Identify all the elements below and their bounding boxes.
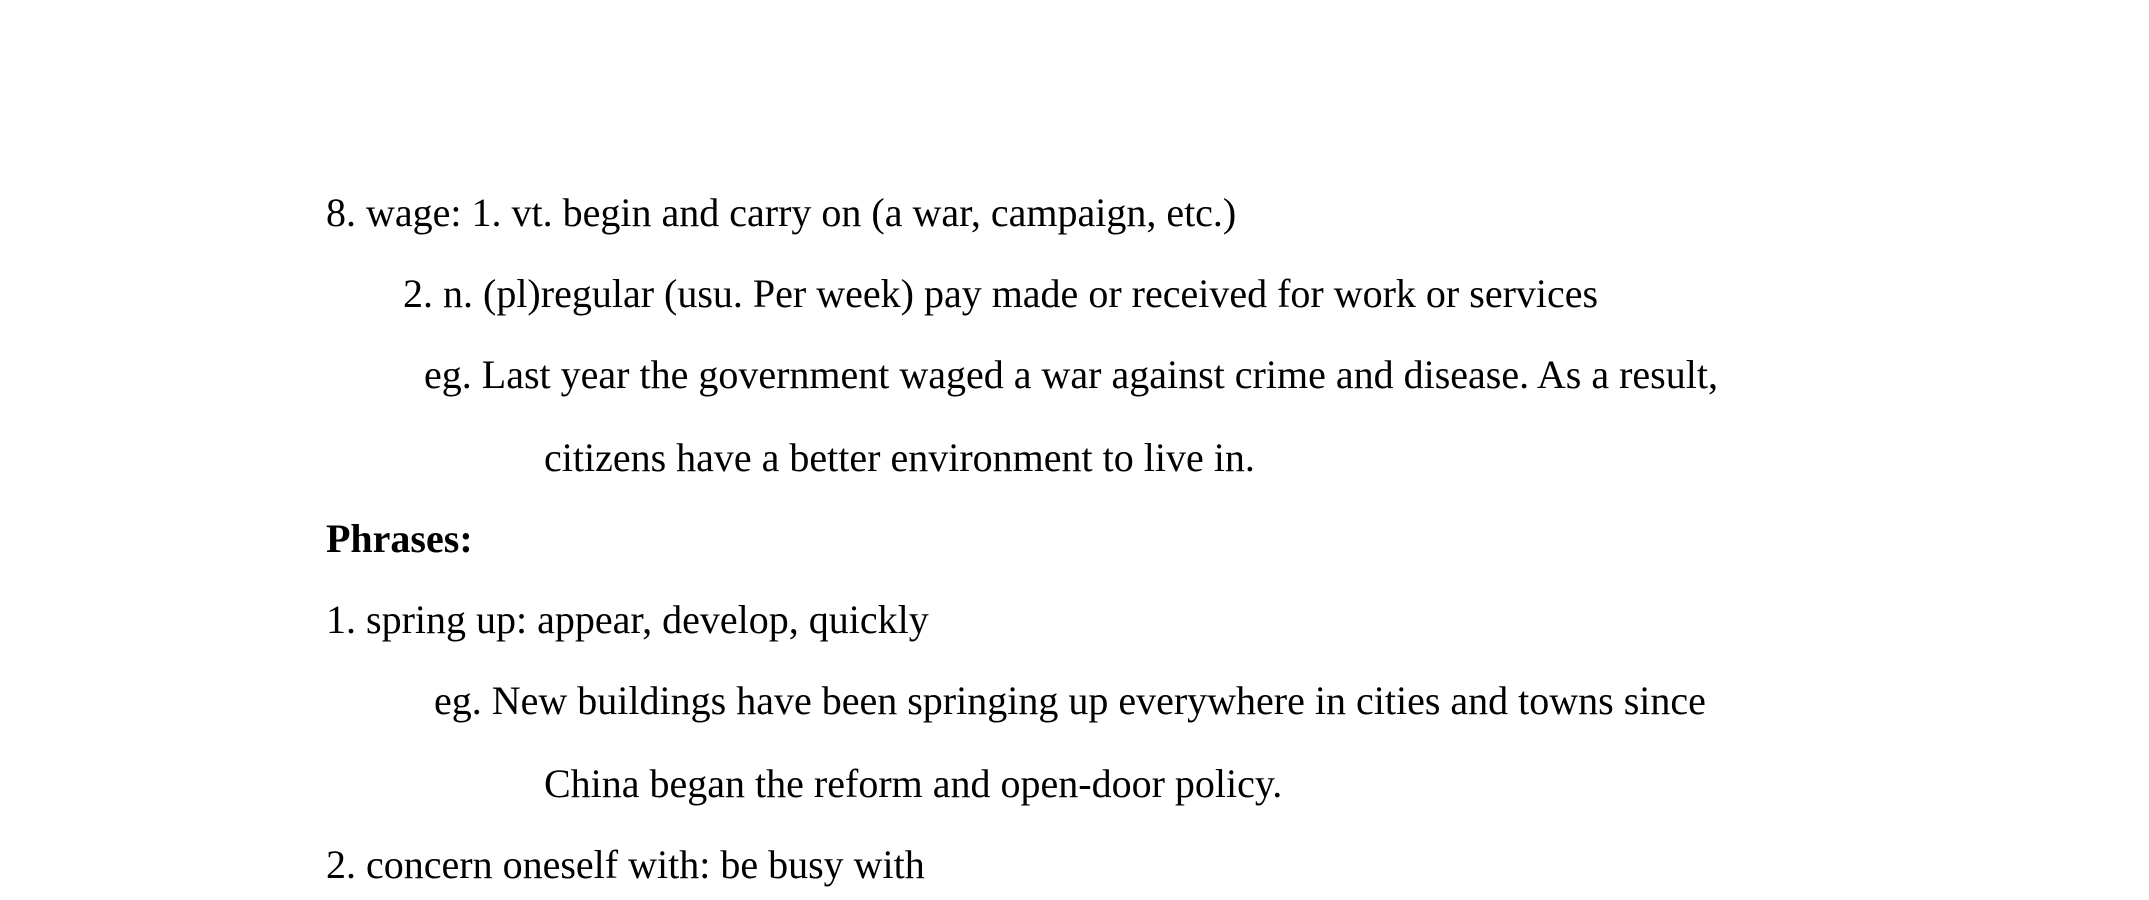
- example-sentence-spring-up: eg. New buildings have been springing up everywhere in cities and towns since: [434, 678, 1706, 723]
- phrase-entry-spring-up: 1. spring up: appear, develop, quickly: [326, 597, 929, 642]
- example-sentence-wage: eg. Last year the government waged a war against crime and disease. As a result,: [424, 352, 1718, 397]
- vocab-entry-wage-definition-2: 2. n. (pl)regular (usu. Per week) pay made or received for work or services: [403, 271, 1599, 316]
- phrases-heading: Phrases:: [326, 516, 473, 561]
- example-sentence-wage-continuation: citizens have a better environment to live in.: [544, 435, 1255, 480]
- vocab-entry-wage-definition-1: 8. wage: 1. vt. begin and carry on (a war, campaign, etc.): [326, 190, 1237, 235]
- phrase-entry-concern-oneself-with: 2. concern oneself with: be busy with: [326, 842, 925, 887]
- example-sentence-spring-up-continuation: China began the reform and open-door policy.: [544, 761, 1283, 806]
